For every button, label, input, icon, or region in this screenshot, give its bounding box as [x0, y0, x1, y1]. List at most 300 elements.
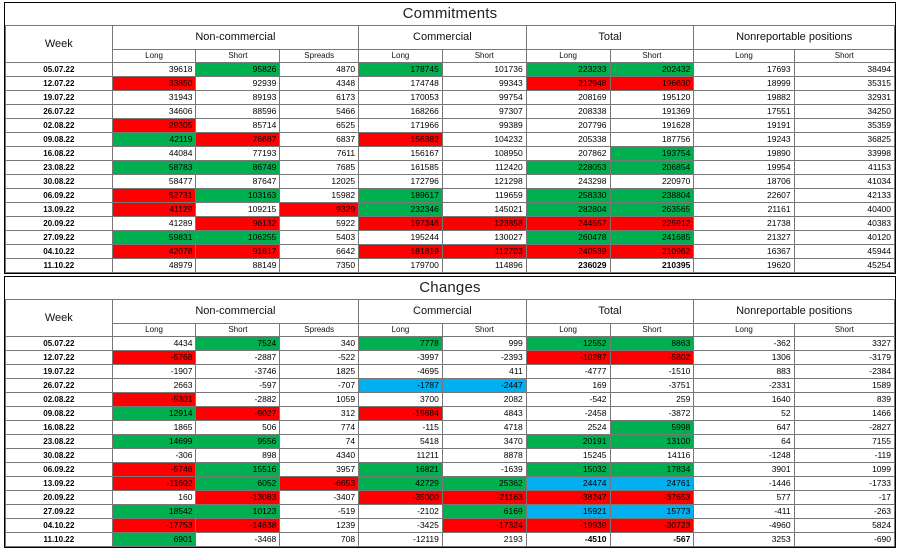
cell-value: -3746	[196, 365, 280, 379]
cell-value: -21163	[442, 491, 526, 505]
cell-value: -3425	[359, 519, 443, 533]
cell-value: 145021	[442, 203, 526, 217]
cell-value: -4510	[526, 533, 610, 547]
cell-value: 99389	[442, 119, 526, 133]
cell-value: 99754	[442, 91, 526, 105]
cell-value: 92939	[196, 77, 280, 91]
cell-value: -1446	[694, 477, 794, 491]
col-nc-long: Long	[112, 50, 196, 63]
cell-value: 33998	[794, 147, 894, 161]
cell-value: 35359	[794, 119, 894, 133]
cell-value: 99343	[442, 77, 526, 91]
row-week-date: 26.07.22	[6, 379, 113, 393]
row-week-date: 30.08.22	[6, 449, 113, 463]
cell-value: 156167	[359, 147, 443, 161]
cell-value: 34606	[112, 105, 196, 119]
cell-value: 42078	[112, 245, 196, 259]
cell-value: 191628	[610, 119, 694, 133]
cell-value: 774	[280, 421, 359, 435]
col-cm-long: Long	[359, 324, 443, 337]
cell-value: 7350	[280, 259, 359, 273]
cell-value: 12025	[280, 175, 359, 189]
cell-value: 119659	[442, 189, 526, 203]
cell-value: -4960	[694, 519, 794, 533]
cell-value: 220970	[610, 175, 694, 189]
cell-value: 5403	[280, 231, 359, 245]
panel-title-commitments: Commitments	[402, 5, 498, 22]
cell-value: 112703	[442, 245, 526, 259]
col-cm-short: Short	[442, 324, 526, 337]
col-group-noncommercial: Non-commercial	[112, 26, 358, 50]
cell-value: 16821	[359, 463, 443, 477]
cell-value: 240539	[526, 245, 610, 259]
row-week-date: 13.09.22	[6, 203, 113, 217]
cell-value: 44084	[112, 147, 196, 161]
cell-value: -306	[112, 449, 196, 463]
cell-value: 3470	[442, 435, 526, 449]
col-group-commercial: Commercial	[359, 300, 527, 324]
cell-value: 263565	[610, 203, 694, 217]
table-row	[6, 491, 895, 505]
cell-value: 8863	[610, 337, 694, 351]
cell-value: 232346	[359, 203, 443, 217]
cell-value: 205338	[526, 133, 610, 147]
cell-value: -17324	[442, 519, 526, 533]
cell-value: 58783	[112, 161, 196, 175]
cell-value: 207796	[526, 119, 610, 133]
cell-value: 121298	[442, 175, 526, 189]
cell-value: 236029	[526, 259, 610, 273]
panel-title-changes: Changes	[419, 279, 481, 296]
table-row	[6, 435, 895, 449]
cell-value: 18542	[112, 505, 196, 519]
cell-value: 208169	[526, 91, 610, 105]
cell-value: 19954	[694, 161, 794, 175]
cell-value: 241685	[610, 231, 694, 245]
col-week: Week	[6, 300, 113, 337]
cell-value: -2882	[196, 393, 280, 407]
col-nc-long: Long	[112, 324, 196, 337]
cell-value: 106255	[196, 231, 280, 245]
cell-value: 17834	[610, 463, 694, 477]
cell-value: 1059	[280, 393, 359, 407]
col-group-total: Total	[526, 26, 694, 50]
row-week-date: 12.07.22	[6, 77, 113, 91]
cell-value: 101736	[442, 63, 526, 77]
table-row	[6, 379, 895, 393]
row-week-date: 23.08.22	[6, 435, 113, 449]
cell-value: -362	[694, 337, 794, 351]
row-week-date: 23.08.22	[6, 161, 113, 175]
cell-value: 85714	[196, 119, 280, 133]
col-group-commercial: Commercial	[359, 26, 527, 50]
cell-value: 29305	[112, 119, 196, 133]
cell-value: -17753	[112, 519, 196, 533]
cell-value: 7611	[280, 147, 359, 161]
cell-value: 74	[280, 435, 359, 449]
commitments-header	[6, 26, 895, 63]
cell-value: 228053	[526, 161, 610, 175]
col-group-nonreportable: Nonreportable positions	[694, 26, 895, 50]
cell-value: 999	[442, 337, 526, 351]
row-week-date: 27.09.22	[6, 231, 113, 245]
cell-value: 12914	[112, 407, 196, 421]
row-week-date: 12.07.22	[6, 351, 113, 365]
cell-value: 108950	[442, 147, 526, 161]
row-week-date: 11.10.22	[6, 533, 113, 547]
cell-value: 88596	[196, 105, 280, 119]
table-row	[6, 351, 895, 365]
cell-value: -6653	[280, 477, 359, 491]
commitments-panel	[4, 2, 896, 274]
cell-value: 3327	[794, 337, 894, 351]
table-row	[6, 519, 895, 533]
row-week-date: 16.08.22	[6, 421, 113, 435]
cell-value: 160	[112, 491, 196, 505]
cell-value: -4777	[526, 365, 610, 379]
cell-value: 3957	[280, 463, 359, 477]
cell-value: -263	[794, 505, 894, 519]
cell-value: 91617	[196, 245, 280, 259]
cell-value: 5824	[794, 519, 894, 533]
cell-value: 97307	[442, 105, 526, 119]
cell-value: 411	[442, 365, 526, 379]
cell-value: 2193	[442, 533, 526, 547]
table-row	[6, 259, 895, 273]
row-week-date: 02.08.22	[6, 393, 113, 407]
cell-value: 15032	[526, 463, 610, 477]
row-week-date: 20.09.22	[6, 217, 113, 231]
cell-value: -3179	[794, 351, 894, 365]
cell-value: 22607	[694, 189, 794, 203]
cell-value: 39618	[112, 63, 196, 77]
cell-value: 15516	[196, 463, 280, 477]
table-row	[6, 231, 895, 245]
changes-body	[6, 337, 895, 547]
cell-value: 7524	[196, 337, 280, 351]
table-row	[6, 63, 895, 77]
cell-value: 1466	[794, 407, 894, 421]
cell-value: 6052	[196, 477, 280, 491]
row-week-date: 11.10.22	[6, 259, 113, 273]
cell-value: -11602	[112, 477, 196, 491]
cell-value: -2384	[794, 365, 894, 379]
cell-value: 17693	[694, 63, 794, 77]
cell-value: -5746	[112, 463, 196, 477]
cell-value: 45254	[794, 259, 894, 273]
cell-value: 18999	[694, 77, 794, 91]
table-row	[6, 133, 895, 147]
cell-value: 3901	[694, 463, 794, 477]
cell-value: 179700	[359, 259, 443, 273]
row-week-date: 02.08.22	[6, 119, 113, 133]
cell-value: 197346	[359, 217, 443, 231]
cell-value: -2102	[359, 505, 443, 519]
cell-value: 1239	[280, 519, 359, 533]
cell-value: 96132	[196, 217, 280, 231]
table-row	[6, 421, 895, 435]
cell-value: 202432	[610, 63, 694, 77]
cell-value: 13100	[610, 435, 694, 449]
cell-value: 34250	[794, 105, 894, 119]
cell-value: 6169	[442, 505, 526, 519]
cell-value: 19191	[694, 119, 794, 133]
table-row	[6, 105, 895, 119]
cell-value: 7778	[359, 337, 443, 351]
cell-value: -567	[610, 533, 694, 547]
table-row	[6, 161, 895, 175]
cell-value: 15245	[526, 449, 610, 463]
cell-value: 210395	[610, 259, 694, 273]
cell-value: -1510	[610, 365, 694, 379]
cell-value: 41153	[794, 161, 894, 175]
cell-value: 41034	[794, 175, 894, 189]
cell-value: 15773	[610, 505, 694, 519]
table-row	[6, 217, 895, 231]
cell-value: -14638	[196, 519, 280, 533]
cell-value: -4695	[359, 365, 443, 379]
cell-value: 4340	[280, 449, 359, 463]
changes-table	[5, 299, 895, 547]
row-week-date: 26.07.22	[6, 105, 113, 119]
cell-value: -1907	[112, 365, 196, 379]
row-week-date: 06.09.22	[6, 189, 113, 203]
cell-value: 88149	[196, 259, 280, 273]
col-nr-short: Short	[794, 50, 894, 63]
cell-value: 5998	[610, 421, 694, 435]
cell-value: -119	[794, 449, 894, 463]
cell-value: -3468	[196, 533, 280, 547]
cell-value: 181819	[359, 245, 443, 259]
cell-value: 7685	[280, 161, 359, 175]
cell-value: 40383	[794, 217, 894, 231]
col-nr-long: Long	[694, 324, 794, 337]
table-row	[6, 463, 895, 477]
cell-value: 193754	[610, 147, 694, 161]
col-nc-short: Short	[196, 324, 280, 337]
table-row	[6, 505, 895, 519]
cell-value: 212948	[526, 77, 610, 91]
cell-value: 52	[694, 407, 794, 421]
cell-value: 196630	[610, 77, 694, 91]
col-nc-short: Short	[196, 50, 280, 63]
cell-value: 171966	[359, 119, 443, 133]
cell-value: 42729	[359, 477, 443, 491]
cell-value: -3407	[280, 491, 359, 505]
cell-value: 708	[280, 533, 359, 547]
cell-value: -2331	[694, 379, 794, 393]
cell-value: 6837	[280, 133, 359, 147]
cell-value: 18706	[694, 175, 794, 189]
cell-value: 260478	[526, 231, 610, 245]
cell-value: 6525	[280, 119, 359, 133]
cell-value: 506	[196, 421, 280, 435]
cell-value: -522	[280, 351, 359, 365]
cell-value: -12119	[359, 533, 443, 547]
row-week-date: 06.09.22	[6, 463, 113, 477]
cell-value: 38494	[794, 63, 894, 77]
cell-value: 3700	[359, 393, 443, 407]
row-week-date: 09.08.22	[6, 407, 113, 421]
cell-value: 178745	[359, 63, 443, 77]
col-nc-spreads: Spreads	[280, 324, 359, 337]
cell-value: 15921	[526, 505, 610, 519]
cell-value: -2447	[442, 379, 526, 393]
row-week-date: 09.08.22	[6, 133, 113, 147]
cell-value: 104232	[442, 133, 526, 147]
table-row	[6, 393, 895, 407]
cell-value: 14699	[112, 435, 196, 449]
cell-value: -10287	[526, 351, 610, 365]
cell-value: -3872	[610, 407, 694, 421]
cell-value: 31943	[112, 91, 196, 105]
cell-value: 24474	[526, 477, 610, 491]
cell-value: 1099	[794, 463, 894, 477]
table-row	[6, 189, 895, 203]
cell-value: 9329	[280, 203, 359, 217]
col-nr-long: Long	[694, 50, 794, 63]
table-row	[6, 119, 895, 133]
cell-value: 2524	[526, 421, 610, 435]
cell-value: 647	[694, 421, 794, 435]
cell-value: 24761	[610, 477, 694, 491]
cell-value: -37653	[610, 491, 694, 505]
col-nr-short: Short	[794, 324, 894, 337]
commitments-body	[6, 63, 895, 273]
cell-value: -13083	[196, 491, 280, 505]
col-tt-long: Long	[526, 324, 610, 337]
cell-value: 40120	[794, 231, 894, 245]
table-row	[6, 533, 895, 547]
cell-value: 33850	[112, 77, 196, 91]
col-tt-short: Short	[610, 50, 694, 63]
col-group-noncommercial: Non-commercial	[112, 300, 358, 324]
cell-value: -5802	[610, 351, 694, 365]
cell-value: -690	[794, 533, 894, 547]
cell-value: 1640	[694, 393, 794, 407]
cell-value: 312	[280, 407, 359, 421]
cell-value: 4718	[442, 421, 526, 435]
cell-value: 86749	[196, 161, 280, 175]
cell-value: -1733	[794, 477, 894, 491]
cell-value: 89193	[196, 91, 280, 105]
cell-value: 195244	[359, 231, 443, 245]
cell-value: 189617	[359, 189, 443, 203]
cell-value: -35000	[359, 491, 443, 505]
cell-value: 25362	[442, 477, 526, 491]
cell-value: -115	[359, 421, 443, 435]
cell-value: 21738	[694, 217, 794, 231]
table-row	[6, 245, 895, 259]
cell-value: 4348	[280, 77, 359, 91]
row-week-date: 04.10.22	[6, 519, 113, 533]
cell-value: 223233	[526, 63, 610, 77]
cell-value: -9027	[196, 407, 280, 421]
cell-value: -2887	[196, 351, 280, 365]
cell-value: 11211	[359, 449, 443, 463]
cell-value: 112420	[442, 161, 526, 175]
cell-value: 2082	[442, 393, 526, 407]
cell-value: 16367	[694, 245, 794, 259]
cell-value: -542	[526, 393, 610, 407]
cell-value: 210962	[610, 245, 694, 259]
cell-value: 168266	[359, 105, 443, 119]
table-row	[6, 337, 895, 351]
cell-value: 5922	[280, 217, 359, 231]
cell-value: -1787	[359, 379, 443, 393]
cell-value: 48979	[112, 259, 196, 273]
table-row	[6, 147, 895, 161]
cell-value: 87647	[196, 175, 280, 189]
cell-value: 36825	[794, 133, 894, 147]
cell-value: -38247	[526, 491, 610, 505]
cell-value: 6642	[280, 245, 359, 259]
cell-value: 2663	[112, 379, 196, 393]
cell-value: 15982	[280, 189, 359, 203]
cell-value: 5418	[359, 435, 443, 449]
cell-value: -3751	[610, 379, 694, 393]
changes-panel	[4, 276, 896, 548]
cell-value: -707	[280, 379, 359, 393]
cell-value: -30723	[610, 519, 694, 533]
cell-value: 208338	[526, 105, 610, 119]
cell-value: 3253	[694, 533, 794, 547]
cell-value: 244557	[526, 217, 610, 231]
cell-value: 19620	[694, 259, 794, 273]
row-week-date: 27.09.22	[6, 505, 113, 519]
col-group-nonreportable: Nonreportable positions	[694, 300, 895, 324]
cell-value: 45944	[794, 245, 894, 259]
cell-value: 282804	[526, 203, 610, 217]
table-row	[6, 449, 895, 463]
cell-value: 1825	[280, 365, 359, 379]
cell-value: 4870	[280, 63, 359, 77]
row-week-date: 20.09.22	[6, 491, 113, 505]
cell-value: -1639	[442, 463, 526, 477]
cell-value: 6901	[112, 533, 196, 547]
table-row	[6, 365, 895, 379]
cell-value: 77193	[196, 147, 280, 161]
cell-value: -2393	[442, 351, 526, 365]
cell-value: 64	[694, 435, 794, 449]
cell-value: 109215	[196, 203, 280, 217]
cell-value: 5466	[280, 105, 359, 119]
cell-value: 1306	[694, 351, 794, 365]
cell-value: -2827	[794, 421, 894, 435]
cell-value: 8878	[442, 449, 526, 463]
cell-value: 207862	[526, 147, 610, 161]
cell-value: 19243	[694, 133, 794, 147]
cell-value: 839	[794, 393, 894, 407]
table-row	[6, 407, 895, 421]
cell-value: -1248	[694, 449, 794, 463]
cell-value: 258330	[526, 189, 610, 203]
row-week-date: 05.07.22	[6, 63, 113, 77]
cell-value: -5768	[112, 351, 196, 365]
changes-header	[6, 300, 895, 337]
row-week-date: 19.07.22	[6, 365, 113, 379]
cell-value: 58477	[112, 175, 196, 189]
col-group-total: Total	[526, 300, 694, 324]
cell-value: -2458	[526, 407, 610, 421]
cell-value: 17551	[694, 105, 794, 119]
cell-value: 12552	[526, 337, 610, 351]
cell-value: -15684	[359, 407, 443, 421]
cell-value: 35315	[794, 77, 894, 91]
cell-value: 577	[694, 491, 794, 505]
cell-value: 187756	[610, 133, 694, 147]
cell-value: 340	[280, 337, 359, 351]
